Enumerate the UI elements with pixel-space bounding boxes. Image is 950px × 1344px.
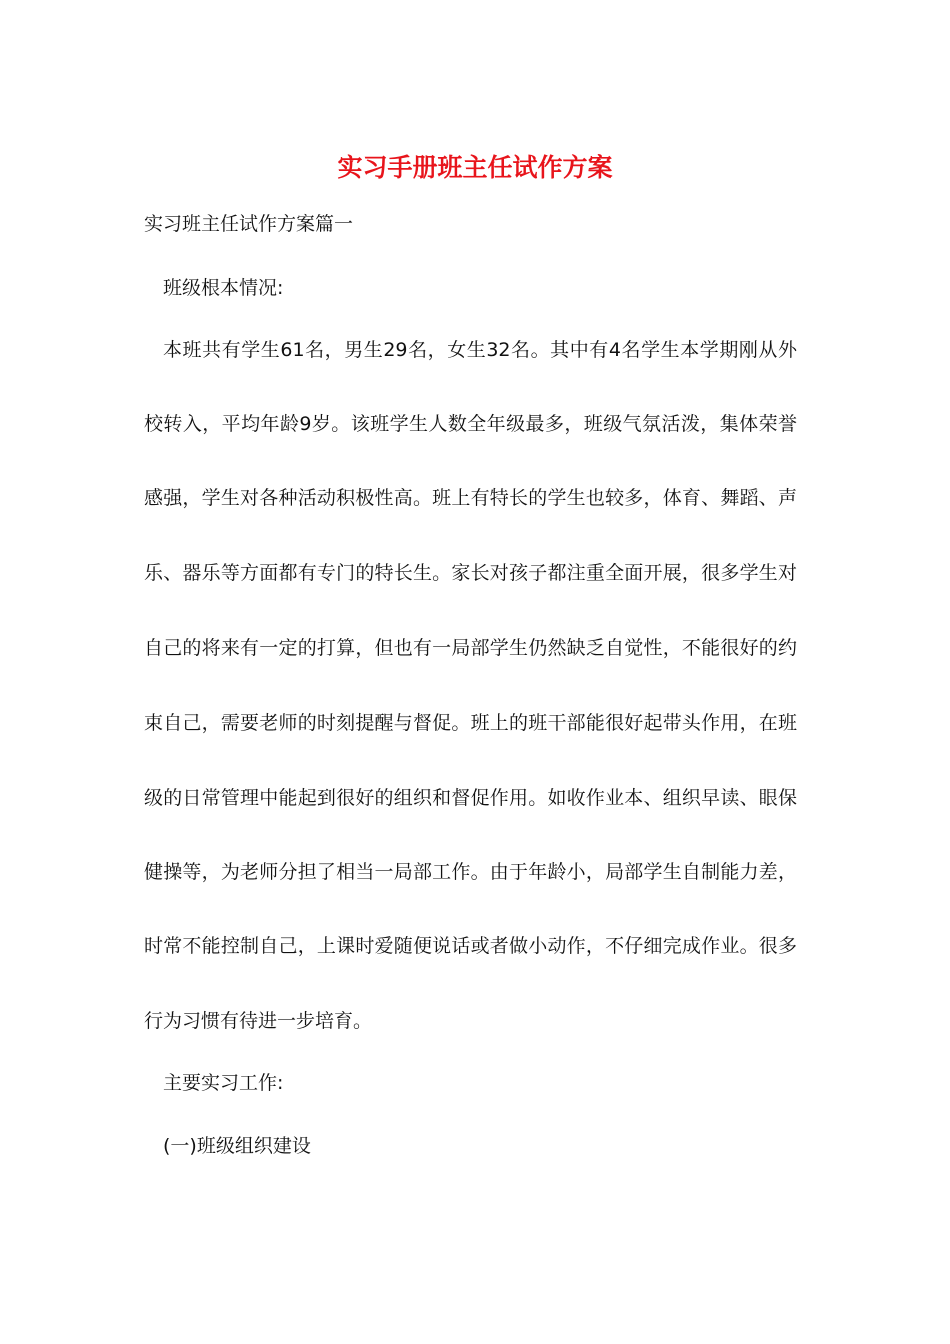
paragraph-line: 校转入，平均年龄9岁。该班学生人数全年级最多，班级气氛活泼，集体荣誉 bbox=[144, 413, 797, 435]
paragraph-line: 健操等，为老师分担了相当一局部工作。由于年龄小，局部学生自制能力差， bbox=[144, 861, 797, 883]
paragraph-line: 束自己，需要老师的时刻提醒与督促。班上的班干部能很好起带头作用，在班 bbox=[144, 712, 797, 734]
paragraph-line: 自己的将来有一定的打算，但也有一局部学生仍然缺乏自觉性，不能很好的约 bbox=[144, 637, 797, 659]
paragraph-line: 行为习惯有待进一步培育。 bbox=[144, 1010, 373, 1032]
paragraph-line: 乐、器乐等方面都有专门的特长生。家长对孩子都注重全面开展，很多学生对 bbox=[144, 562, 797, 584]
paragraph-line: 级的日常管理中能起到很好的组织和督促作用。如收作业本、组织早读、眼保 bbox=[144, 787, 797, 809]
section-heading-class-situation: 班级根本情况: bbox=[163, 277, 284, 299]
paragraph-line: 感强，学生对各种活动积极性高。班上有特长的学生也较多，体育、舞蹈、声 bbox=[144, 487, 797, 509]
document-subtitle: 实习班主任试作方案篇一 bbox=[144, 213, 354, 235]
paragraph-line: 本班共有学生61名，男生29名，女生32名。其中有4名学生本学期刚从外 bbox=[163, 339, 797, 361]
document-title: 实习手册班主任试作方案 bbox=[337, 153, 613, 182]
paragraph-line: 时常不能控制自己，上课时爱随便说话或者做小动作，不仔细完成作业。很多 bbox=[144, 935, 797, 957]
section-heading-main-work: 主要实习工作: bbox=[163, 1072, 284, 1094]
subsection-heading: (一)班级组织建设 bbox=[163, 1135, 311, 1157]
